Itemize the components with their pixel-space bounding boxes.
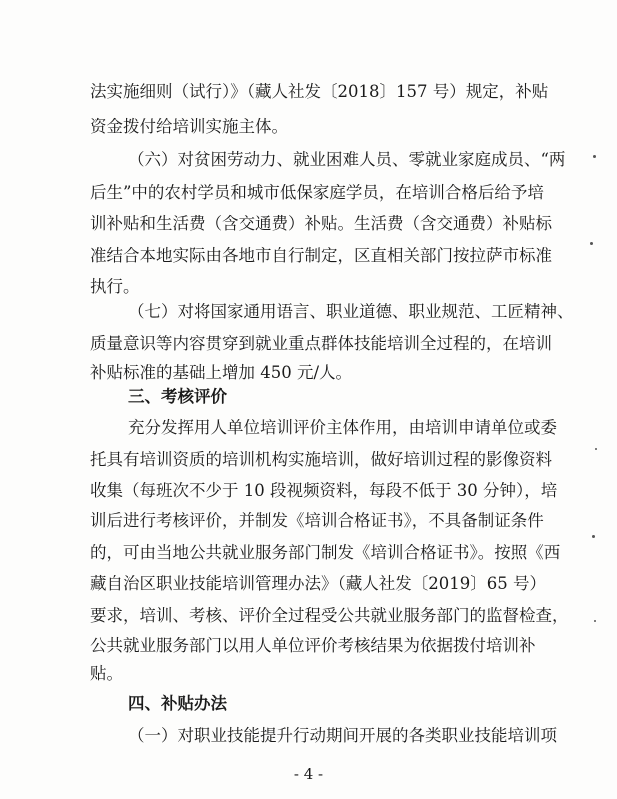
text-line: 托具有培训资质的培训机构实施培训，做好培训过程的影像资料 [90,450,552,469]
text-line: 贴。 [90,664,123,683]
scan-speck [595,448,597,450]
paragraph-first-line: （六）对贫困劳动力、就业困难人员、零就业家庭成员、“两 [128,150,566,169]
section-heading: 四、补贴办法 [128,694,227,713]
text-line: 的，可由当地公共就业服务部门制发《培训合格证书》。按照《西 [90,543,561,562]
text-line: 补贴标准的基础上增加 450 元/人。 [90,363,353,382]
text-line: 藏自治区职业技能培训管理办法》（藏人社发〔2019〕65 号） [90,574,546,593]
scan-speck [590,242,593,245]
text-line: 准结合本地实际由各地市自行制定，区直相关部门按拉萨市标准 [90,246,552,265]
paragraph-first-line: 充分发挥用人单位培训评价主体作用，由培训申请单位或委 [128,418,557,437]
page-number: - 4 - [293,765,324,783]
paragraph-first-line: （七）对将国家通用语言、职业道德、职业规范、工匠精神、 [128,302,574,321]
section-heading: 三、考核评价 [128,387,227,406]
text-line: 公共就业服务部门以用人单位评价考核结果为依据拨付培训补 [90,636,536,655]
text-line: 要求，培训、考核、评价全过程受公共就业服务部门的监督检查， [90,606,569,625]
text-line: 执行。 [90,277,140,296]
text-line: 训后进行考核评价，并制发《培训合格证书》，不具备制证条件 [90,511,544,530]
text-line: 收集（每班次不少于 10 段视频资料，每段不低于 30 分钟），培 [90,481,558,500]
scan-speck [594,620,596,622]
text-line: 后生”中的农村学员和城市低保家庭学员，在培训合格后给予培 [90,183,544,202]
text-line: 法实施细则（试行）》（藏人社发〔2018〕157 号）规定，补贴 [90,82,549,101]
scan-speck [593,155,596,158]
scan-speck [592,535,595,538]
text-line: 资金拨付给培训实施主体。 [90,117,288,136]
paragraph-first-line: （一）对职业技能提升行动期间开展的各类职业技能培训项 [128,726,557,745]
text-line: 质量意识等内容贯穿到就业重点群体技能培训全过程的，在培训 [90,334,552,353]
text-line: 训补贴和生活费（含交通费）补贴。生活费（含交通费）补贴标 [90,214,552,233]
